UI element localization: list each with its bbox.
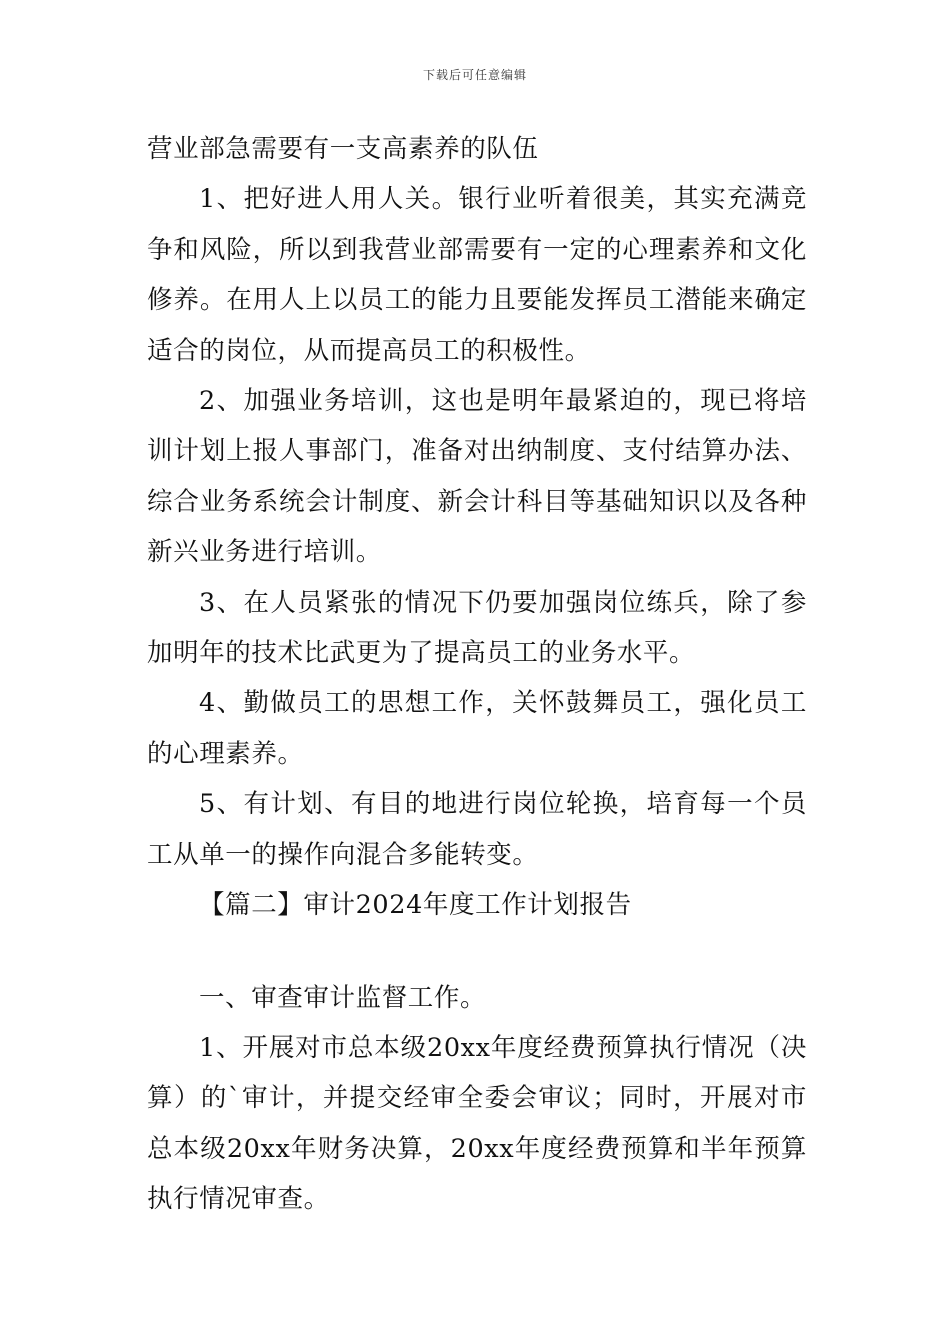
paragraph-item-3: 3、在人员紧张的情况下仍要加强岗位练兵，除了参加明年的技术比武更为了提高员工的业务水平。 <box>147 587 807 669</box>
header-note: 下载后可任意编辑 <box>422 68 527 82</box>
blank-line <box>147 931 807 973</box>
paragraph-audit-item-1: 1、开展对市总本级20xx年度经费预算执行情况（决算）的`审计，并提交经审全委会审议；同时，开展对市总本级20xx年财务决算，20xx年度经费预算和半年预算执行情况审查。 <box>147 1032 807 1215</box>
paragraph-item-4: 4、勤做员工的思想工作，关怀鼓舞员工，强化员工的心理素养。 <box>147 688 807 769</box>
paragraph-item-5: 5、有计划、有目的地进行岗位轮换，培育每一个员工从单一的操作向混合多能转变。 <box>147 789 807 870</box>
paragraph-team-quality: 营业部急需要有一支高素养的队伍 <box>147 134 539 164</box>
paragraph-item-1: 1、把好进人用人关。银行业听着很美，其实充满竞争和风险，所以到我营业部需要有一定的心理素养和文化修养。在用人上以员工的能力且要能发挥员工潜能来确定适合的岗位，从而提高员工的积极性。 <box>147 184 807 366</box>
section-title: 【篇二】审计2024年度工作计划报告 <box>199 890 632 921</box>
section-heading: 一、审查审计监督工作。 <box>199 982 487 1013</box>
document-body <box>147 124 807 1225</box>
paragraph-item-2: 2、加强业务培训，这也是明年最紧迫的，现已将培训计划上报人事部门，准备对出纳制度、支付结算办法、综合业务系统会计制度、新会计科目等基础知识以及各种新兴业务进行培训。 <box>147 386 807 568</box>
